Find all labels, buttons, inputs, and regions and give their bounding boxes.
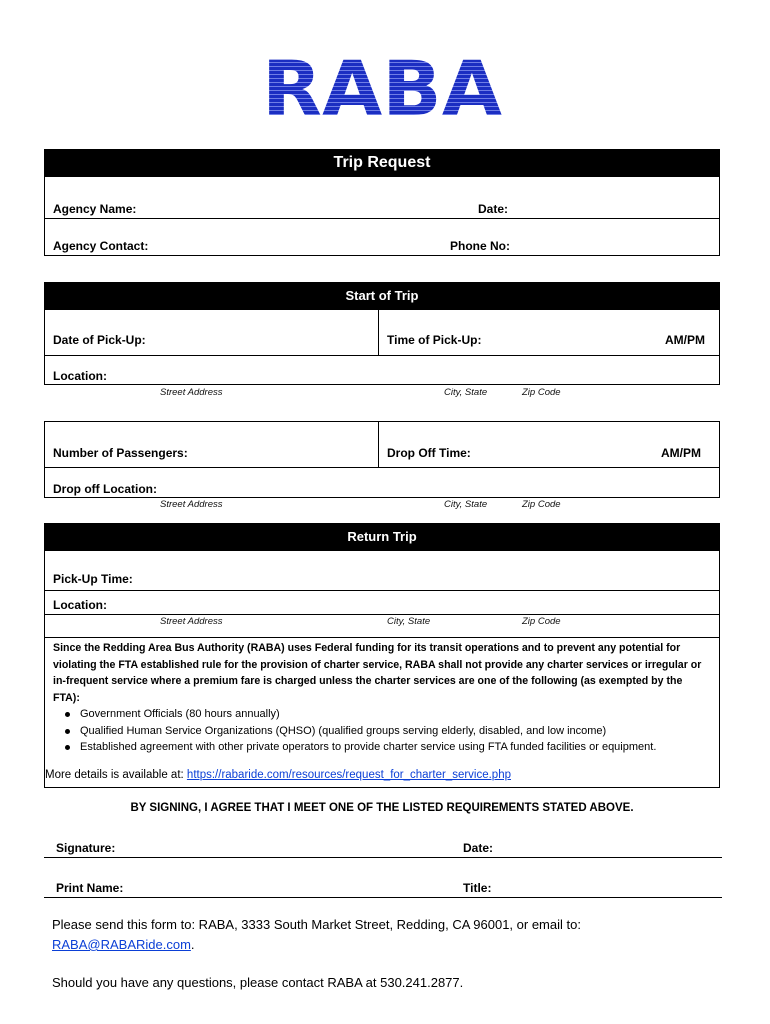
more-details-label: More details is available at: xyxy=(45,769,184,781)
divider xyxy=(44,355,720,356)
signature-date-label: Date: xyxy=(463,841,494,855)
divider xyxy=(44,590,720,591)
city-hint: City, State xyxy=(444,387,488,398)
location-label: Location: xyxy=(53,369,107,383)
zip-hint: Zip Code xyxy=(522,387,561,398)
trip-request-title: Trip Request xyxy=(44,149,720,177)
pickup-date-label: Date of Pick-Up: xyxy=(53,333,146,347)
svg-text:RABA: RABA xyxy=(262,55,503,120)
passengers-label: Number of Passengers: xyxy=(53,446,188,460)
street-hint: Street Address xyxy=(160,499,223,510)
charter-notice-paragraph: Since the Redding Area Bus Authority (RABA) uses Federal funding for its transit operations and to prevent any potential for violating the FTA established rule for the provision of charter service, RABA shall not provide any charter services or irregular or in-frequent service where a premium fare is charged unless the charter services are one of the following (as exempted by the FTA): xyxy=(53,642,702,704)
title-label: Title: xyxy=(463,881,492,895)
divider xyxy=(378,309,379,356)
signature-line xyxy=(44,857,722,858)
list-item: Government Officials (80 hours annually) xyxy=(53,706,708,723)
agency-contact-label: Agency Contact: xyxy=(53,239,149,253)
start-of-trip-title: Start of Trip xyxy=(44,282,720,310)
street-hint: Street Address xyxy=(160,387,223,398)
return-pickup-time-label: Pick-Up Time: xyxy=(53,572,133,586)
questions-text: Should you have any questions, please contact RABA at 530.241.2877. xyxy=(52,975,464,990)
print-name-label: Print Name: xyxy=(56,881,124,895)
start-trip-box xyxy=(44,309,720,385)
dropoff-time-label: Drop Off Time: xyxy=(387,446,471,460)
agency-name-label: Agency Name: xyxy=(53,202,137,216)
email-suffix: . xyxy=(190,937,195,952)
pickup-time-label: Time of Pick-Up: xyxy=(387,333,482,347)
zip-hint: Zip Code xyxy=(522,616,561,627)
send-text: Please send this form to: RABA, 3333 South Market Street, Redding, CA 96001, or email to: xyxy=(52,917,581,932)
zip-hint: Zip Code xyxy=(522,499,561,510)
return-location-label: Location: xyxy=(53,598,107,612)
exemption-list xyxy=(53,706,708,756)
charter-notice xyxy=(53,640,708,756)
ampm-label: AM/PM xyxy=(661,446,701,460)
city-hint: City, State xyxy=(387,616,431,627)
charter-service-link[interactable]: https://rabaride.com/resources/request_for_charter_service.php xyxy=(186,769,511,781)
email-line xyxy=(52,935,581,955)
divider xyxy=(378,421,379,468)
phone-label: Phone No: xyxy=(450,239,510,253)
raba-logo-graphic xyxy=(260,55,505,120)
email-link[interactable]: RABA@RABARide.com xyxy=(52,937,191,952)
raba-logo xyxy=(260,55,505,120)
signature-label: Signature: xyxy=(56,841,116,855)
more-details xyxy=(45,769,511,781)
date-label: Date: xyxy=(478,202,509,216)
divider xyxy=(44,467,720,468)
return-trip-title: Return Trip xyxy=(44,523,720,551)
divider xyxy=(44,614,720,615)
print-name-line xyxy=(44,897,722,898)
agreement-statement: BY SIGNING, I AGREE THAT I MEET ONE OF THE LISTED REQUIREMENTS STATED ABOVE. xyxy=(130,802,634,814)
send-instructions xyxy=(52,915,581,955)
street-hint: Street Address xyxy=(160,616,223,627)
ampm-label: AM/PM xyxy=(665,333,705,347)
city-hint: City, State xyxy=(444,499,488,510)
list-item: Established agreement with other private operators to provide charter service using FTA funded facilities or equipment. xyxy=(53,739,708,756)
dropoff-location-label: Drop off Location: xyxy=(53,482,157,496)
divider xyxy=(44,218,720,219)
list-item: Qualified Human Service Organizations (QHSO) (qualified groups serving elderly, disabled, and low income) xyxy=(53,723,708,740)
divider xyxy=(44,637,720,638)
